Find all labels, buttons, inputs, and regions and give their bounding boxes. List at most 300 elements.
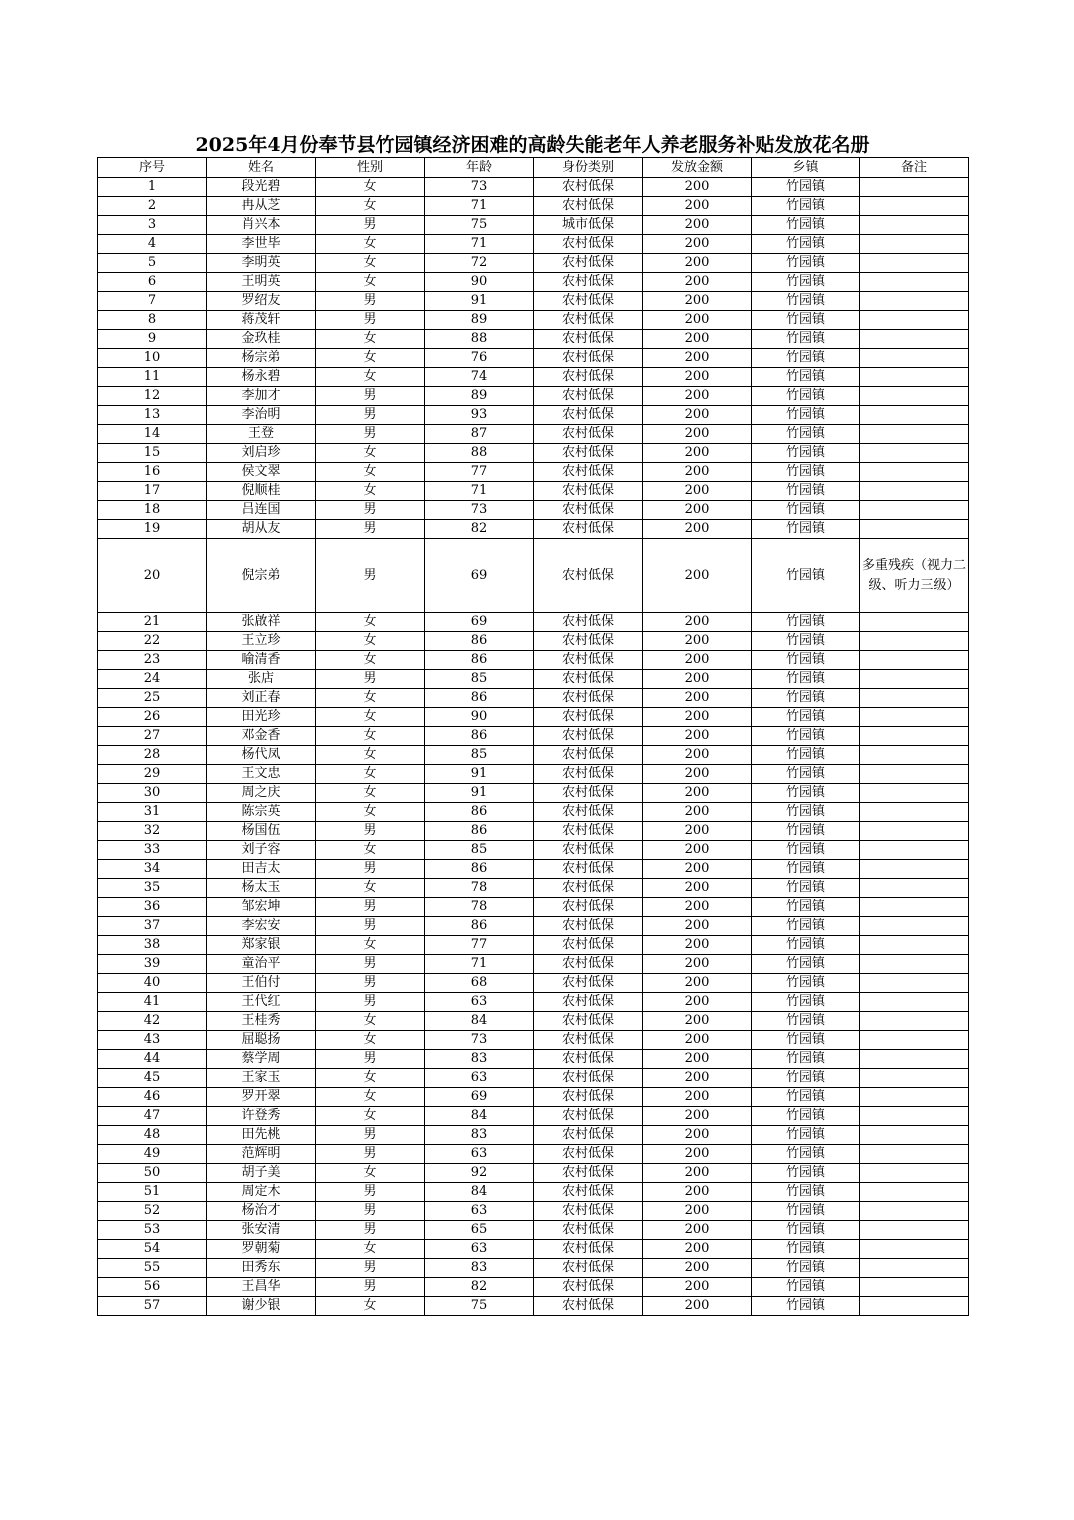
cell-index: 40 [98, 974, 207, 993]
cell-name: 邓金香 [207, 727, 316, 746]
cell-gender: 女 [316, 235, 425, 254]
cell-amount: 200 [643, 917, 752, 936]
cell-age: 91 [425, 292, 534, 311]
cell-age: 88 [425, 444, 534, 463]
cell-township: 竹园镇 [752, 1183, 860, 1202]
cell-index: 25 [98, 689, 207, 708]
cell-amount: 200 [643, 1107, 752, 1126]
cell-remarks [860, 1088, 969, 1107]
cell-gender: 女 [316, 803, 425, 822]
cell-name: 杨宗弟 [207, 349, 316, 368]
cell-gender: 男 [316, 1050, 425, 1069]
cell-township: 竹园镇 [752, 1240, 860, 1259]
roster-table [97, 157, 969, 1316]
cell-category: 农村低保 [534, 292, 643, 311]
cell-remarks [860, 727, 969, 746]
table-row [98, 746, 969, 765]
cell-index: 55 [98, 1259, 207, 1278]
cell-township: 竹园镇 [752, 803, 860, 822]
cell-age: 73 [425, 501, 534, 520]
table-row [98, 1031, 969, 1050]
cell-age: 73 [425, 1031, 534, 1050]
cell-remarks [860, 765, 969, 784]
cell-gender: 男 [316, 993, 425, 1012]
cell-index: 27 [98, 727, 207, 746]
table-row [98, 1278, 969, 1297]
cell-township: 竹园镇 [752, 1202, 860, 1221]
table-row [98, 708, 969, 727]
cell-category: 城市低保 [534, 216, 643, 235]
cell-name: 刘正春 [207, 689, 316, 708]
cell-township: 竹园镇 [752, 311, 860, 330]
cell-age: 63 [425, 1202, 534, 1221]
cell-township: 竹园镇 [752, 1221, 860, 1240]
cell-remarks [860, 613, 969, 632]
cell-gender: 男 [316, 501, 425, 520]
cell-name: 蒋茂轩 [207, 311, 316, 330]
cell-category: 农村低保 [534, 1031, 643, 1050]
cell-gender: 女 [316, 727, 425, 746]
cell-name: 邹宏坤 [207, 898, 316, 917]
cell-age: 93 [425, 406, 534, 425]
cell-index: 20 [98, 539, 207, 613]
cell-category: 农村低保 [534, 178, 643, 197]
table-row [98, 368, 969, 387]
cell-township: 竹园镇 [752, 1031, 860, 1050]
col-header-amount: 发放金额 [643, 158, 752, 178]
cell-category: 农村低保 [534, 613, 643, 632]
cell-category: 农村低保 [534, 898, 643, 917]
cell-township: 竹园镇 [752, 651, 860, 670]
cell-category: 农村低保 [534, 1259, 643, 1278]
cell-amount: 200 [643, 178, 752, 197]
cell-category: 农村低保 [534, 974, 643, 993]
cell-remarks [860, 1278, 969, 1297]
cell-age: 63 [425, 1145, 534, 1164]
table-row [98, 651, 969, 670]
cell-gender: 女 [316, 784, 425, 803]
cell-category: 农村低保 [534, 708, 643, 727]
cell-name: 段光碧 [207, 178, 316, 197]
header-row [98, 158, 969, 178]
cell-township: 竹园镇 [752, 936, 860, 955]
cell-age: 69 [425, 613, 534, 632]
cell-name: 张店 [207, 670, 316, 689]
table-row [98, 1050, 969, 1069]
cell-amount: 200 [643, 463, 752, 482]
cell-age: 84 [425, 1012, 534, 1031]
cell-remarks [860, 387, 969, 406]
cell-remarks [860, 1050, 969, 1069]
cell-index: 34 [98, 860, 207, 879]
cell-category: 农村低保 [534, 936, 643, 955]
cell-amount: 200 [643, 746, 752, 765]
cell-township: 竹园镇 [752, 482, 860, 501]
cell-index: 50 [98, 1164, 207, 1183]
cell-age: 86 [425, 632, 534, 651]
cell-remarks [860, 822, 969, 841]
cell-amount: 200 [643, 708, 752, 727]
cell-age: 87 [425, 425, 534, 444]
table-row [98, 387, 969, 406]
cell-amount: 200 [643, 235, 752, 254]
cell-amount: 200 [643, 368, 752, 387]
cell-index: 42 [98, 1012, 207, 1031]
cell-category: 农村低保 [534, 235, 643, 254]
cell-index: 4 [98, 235, 207, 254]
cell-category: 农村低保 [534, 784, 643, 803]
cell-age: 86 [425, 822, 534, 841]
cell-index: 33 [98, 841, 207, 860]
cell-township: 竹园镇 [752, 387, 860, 406]
cell-gender: 男 [316, 292, 425, 311]
cell-index: 3 [98, 216, 207, 235]
cell-age: 90 [425, 708, 534, 727]
cell-category: 农村低保 [534, 651, 643, 670]
cell-township: 竹园镇 [752, 1012, 860, 1031]
cell-gender: 女 [316, 197, 425, 216]
cell-township: 竹园镇 [752, 1278, 860, 1297]
cell-gender: 男 [316, 216, 425, 235]
table-row [98, 1126, 969, 1145]
cell-township: 竹园镇 [752, 273, 860, 292]
cell-township: 竹园镇 [752, 708, 860, 727]
table-row [98, 1107, 969, 1126]
cell-name: 杨太玉 [207, 879, 316, 898]
cell-age: 85 [425, 841, 534, 860]
cell-index: 36 [98, 898, 207, 917]
cell-index: 30 [98, 784, 207, 803]
cell-category: 农村低保 [534, 1088, 643, 1107]
cell-category: 农村低保 [534, 1012, 643, 1031]
cell-gender: 女 [316, 1088, 425, 1107]
cell-township: 竹园镇 [752, 898, 860, 917]
cell-remarks [860, 368, 969, 387]
cell-age: 86 [425, 917, 534, 936]
table-row [98, 841, 969, 860]
cell-name: 王登 [207, 425, 316, 444]
table-row [98, 689, 969, 708]
cell-remarks [860, 254, 969, 273]
cell-name: 金玖桂 [207, 330, 316, 349]
cell-category: 农村低保 [534, 1126, 643, 1145]
table-row [98, 727, 969, 746]
cell-township: 竹园镇 [752, 254, 860, 273]
cell-remarks [860, 936, 969, 955]
cell-name: 杨治才 [207, 1202, 316, 1221]
cell-remarks [860, 311, 969, 330]
cell-township: 竹园镇 [752, 368, 860, 387]
cell-category: 农村低保 [534, 1183, 643, 1202]
cell-remarks [860, 197, 969, 216]
cell-township: 竹园镇 [752, 1107, 860, 1126]
cell-remarks [860, 463, 969, 482]
cell-name: 童治平 [207, 955, 316, 974]
table-row [98, 898, 969, 917]
cell-amount: 200 [643, 727, 752, 746]
table-row [98, 1069, 969, 1088]
cell-category: 农村低保 [534, 368, 643, 387]
cell-remarks [860, 974, 969, 993]
cell-remarks [860, 803, 969, 822]
table-row [98, 1221, 969, 1240]
cell-age: 71 [425, 482, 534, 501]
cell-name: 王昌华 [207, 1278, 316, 1297]
cell-amount: 200 [643, 1164, 752, 1183]
cell-index: 37 [98, 917, 207, 936]
cell-amount: 200 [643, 1126, 752, 1145]
document-title: 2025年4月份奉节县竹园镇经济困难的高龄失能老年人养老服务补贴发放花名册 [195, 134, 870, 156]
cell-age: 65 [425, 1221, 534, 1240]
cell-remarks [860, 1240, 969, 1259]
cell-index: 15 [98, 444, 207, 463]
cell-remarks [860, 670, 969, 689]
cell-gender: 女 [316, 349, 425, 368]
cell-gender: 男 [316, 1221, 425, 1240]
table-row [98, 784, 969, 803]
cell-category: 农村低保 [534, 444, 643, 463]
table-row [98, 822, 969, 841]
cell-gender: 女 [316, 1164, 425, 1183]
cell-gender: 女 [316, 1012, 425, 1031]
cell-category: 农村低保 [534, 406, 643, 425]
cell-amount: 200 [643, 1050, 752, 1069]
col-header-name: 姓名 [207, 158, 316, 178]
cell-township: 竹园镇 [752, 1088, 860, 1107]
table-row [98, 917, 969, 936]
cell-amount: 200 [643, 993, 752, 1012]
cell-amount: 200 [643, 974, 752, 993]
cell-index: 10 [98, 349, 207, 368]
cell-age: 76 [425, 349, 534, 368]
cell-gender: 女 [316, 482, 425, 501]
cell-township: 竹园镇 [752, 235, 860, 254]
cell-age: 85 [425, 746, 534, 765]
cell-amount: 200 [643, 879, 752, 898]
cell-index: 1 [98, 178, 207, 197]
table-row [98, 974, 969, 993]
table-row [98, 292, 969, 311]
cell-gender: 男 [316, 974, 425, 993]
cell-category: 农村低保 [534, 993, 643, 1012]
cell-index: 52 [98, 1202, 207, 1221]
cell-remarks [860, 879, 969, 898]
cell-township: 竹园镇 [752, 501, 860, 520]
cell-age: 83 [425, 1126, 534, 1145]
cell-name: 罗绍友 [207, 292, 316, 311]
cell-remarks: 多重残疾（视力二级、听力三级） [860, 539, 969, 613]
cell-index: 39 [98, 955, 207, 974]
cell-gender: 女 [316, 708, 425, 727]
cell-age: 85 [425, 670, 534, 689]
table-row [98, 1202, 969, 1221]
cell-category: 农村低保 [534, 349, 643, 368]
cell-remarks [860, 1145, 969, 1164]
cell-name: 李宏安 [207, 917, 316, 936]
table-row [98, 1259, 969, 1278]
cell-amount: 200 [643, 860, 752, 879]
cell-name: 侯文翠 [207, 463, 316, 482]
cell-name: 王代红 [207, 993, 316, 1012]
cell-name: 周定木 [207, 1183, 316, 1202]
cell-gender: 女 [316, 1107, 425, 1126]
table-row [98, 197, 969, 216]
table-row [98, 860, 969, 879]
cell-index: 54 [98, 1240, 207, 1259]
cell-index: 47 [98, 1107, 207, 1126]
cell-amount: 200 [643, 1240, 752, 1259]
cell-remarks [860, 425, 969, 444]
cell-category: 农村低保 [534, 841, 643, 860]
cell-remarks [860, 444, 969, 463]
cell-name: 范辉明 [207, 1145, 316, 1164]
table-row [98, 1183, 969, 1202]
cell-age: 86 [425, 727, 534, 746]
cell-category: 农村低保 [534, 254, 643, 273]
cell-gender: 男 [316, 1202, 425, 1221]
cell-age: 78 [425, 898, 534, 917]
cell-name: 王明英 [207, 273, 316, 292]
cell-gender: 男 [316, 1183, 425, 1202]
cell-amount: 200 [643, 444, 752, 463]
cell-remarks [860, 917, 969, 936]
cell-amount: 200 [643, 501, 752, 520]
cell-township: 竹园镇 [752, 1259, 860, 1278]
cell-index: 24 [98, 670, 207, 689]
cell-gender: 男 [316, 1145, 425, 1164]
cell-name: 胡子美 [207, 1164, 316, 1183]
cell-name: 田先桃 [207, 1126, 316, 1145]
cell-category: 农村低保 [534, 689, 643, 708]
cell-township: 竹园镇 [752, 1297, 860, 1316]
cell-gender: 女 [316, 1240, 425, 1259]
cell-amount: 200 [643, 1183, 752, 1202]
cell-category: 农村低保 [534, 1221, 643, 1240]
cell-remarks [860, 841, 969, 860]
table-row [98, 425, 969, 444]
cell-index: 18 [98, 501, 207, 520]
cell-amount: 200 [643, 632, 752, 651]
cell-township: 竹园镇 [752, 765, 860, 784]
cell-amount: 200 [643, 936, 752, 955]
cell-remarks [860, 520, 969, 539]
cell-age: 82 [425, 1278, 534, 1297]
cell-category: 农村低保 [534, 273, 643, 292]
cell-amount: 200 [643, 1145, 752, 1164]
roster-body [98, 178, 969, 1316]
cell-category: 农村低保 [534, 197, 643, 216]
cell-gender: 女 [316, 765, 425, 784]
cell-name: 王立珍 [207, 632, 316, 651]
cell-amount: 200 [643, 387, 752, 406]
cell-township: 竹园镇 [752, 463, 860, 482]
cell-gender: 女 [316, 841, 425, 860]
cell-age: 63 [425, 993, 534, 1012]
cell-amount: 200 [643, 292, 752, 311]
cell-index: 43 [98, 1031, 207, 1050]
cell-remarks [860, 1183, 969, 1202]
cell-remarks [860, 784, 969, 803]
cell-amount: 200 [643, 406, 752, 425]
cell-name: 喻清香 [207, 651, 316, 670]
table-row [98, 613, 969, 632]
cell-age: 82 [425, 520, 534, 539]
cell-township: 竹园镇 [752, 1145, 860, 1164]
cell-township: 竹园镇 [752, 178, 860, 197]
table-row [98, 955, 969, 974]
cell-index: 12 [98, 387, 207, 406]
cell-age: 89 [425, 311, 534, 330]
cell-remarks [860, 651, 969, 670]
cell-name: 张啟祥 [207, 613, 316, 632]
table-row [98, 1297, 969, 1316]
cell-remarks [860, 632, 969, 651]
cell-remarks [860, 1297, 969, 1316]
cell-index: 41 [98, 993, 207, 1012]
col-header-remarks: 备注 [860, 158, 969, 178]
cell-gender: 女 [316, 613, 425, 632]
cell-index: 19 [98, 520, 207, 539]
cell-age: 86 [425, 689, 534, 708]
cell-name: 李明英 [207, 254, 316, 273]
cell-township: 竹园镇 [752, 879, 860, 898]
cell-remarks [860, 1031, 969, 1050]
cell-age: 71 [425, 197, 534, 216]
cell-township: 竹园镇 [752, 917, 860, 936]
cell-amount: 200 [643, 955, 752, 974]
cell-remarks [860, 406, 969, 425]
cell-township: 竹园镇 [752, 613, 860, 632]
cell-township: 竹园镇 [752, 1069, 860, 1088]
cell-name: 冉从芝 [207, 197, 316, 216]
cell-age: 92 [425, 1164, 534, 1183]
cell-remarks [860, 689, 969, 708]
cell-index: 23 [98, 651, 207, 670]
table-row [98, 803, 969, 822]
cell-remarks [860, 1107, 969, 1126]
cell-gender: 男 [316, 1278, 425, 1297]
cell-gender: 男 [316, 520, 425, 539]
cell-township: 竹园镇 [752, 197, 860, 216]
cell-index: 22 [98, 632, 207, 651]
cell-township: 竹园镇 [752, 539, 860, 613]
cell-gender: 男 [316, 387, 425, 406]
cell-remarks [860, 708, 969, 727]
cell-township: 竹园镇 [752, 993, 860, 1012]
cell-index: 38 [98, 936, 207, 955]
cell-remarks [860, 273, 969, 292]
cell-category: 农村低保 [534, 539, 643, 613]
cell-index: 9 [98, 330, 207, 349]
cell-category: 农村低保 [534, 1069, 643, 1088]
cell-age: 69 [425, 1088, 534, 1107]
cell-amount: 200 [643, 784, 752, 803]
cell-township: 竹园镇 [752, 1050, 860, 1069]
cell-gender: 女 [316, 273, 425, 292]
cell-age: 73 [425, 178, 534, 197]
cell-index: 28 [98, 746, 207, 765]
col-header-gender: 性别 [316, 158, 425, 178]
cell-township: 竹园镇 [752, 841, 860, 860]
cell-name: 许登秀 [207, 1107, 316, 1126]
cell-gender: 男 [316, 917, 425, 936]
table-row [98, 482, 969, 501]
cell-age: 74 [425, 368, 534, 387]
cell-township: 竹园镇 [752, 444, 860, 463]
cell-township: 竹园镇 [752, 632, 860, 651]
cell-township: 竹园镇 [752, 670, 860, 689]
cell-name: 王伯付 [207, 974, 316, 993]
